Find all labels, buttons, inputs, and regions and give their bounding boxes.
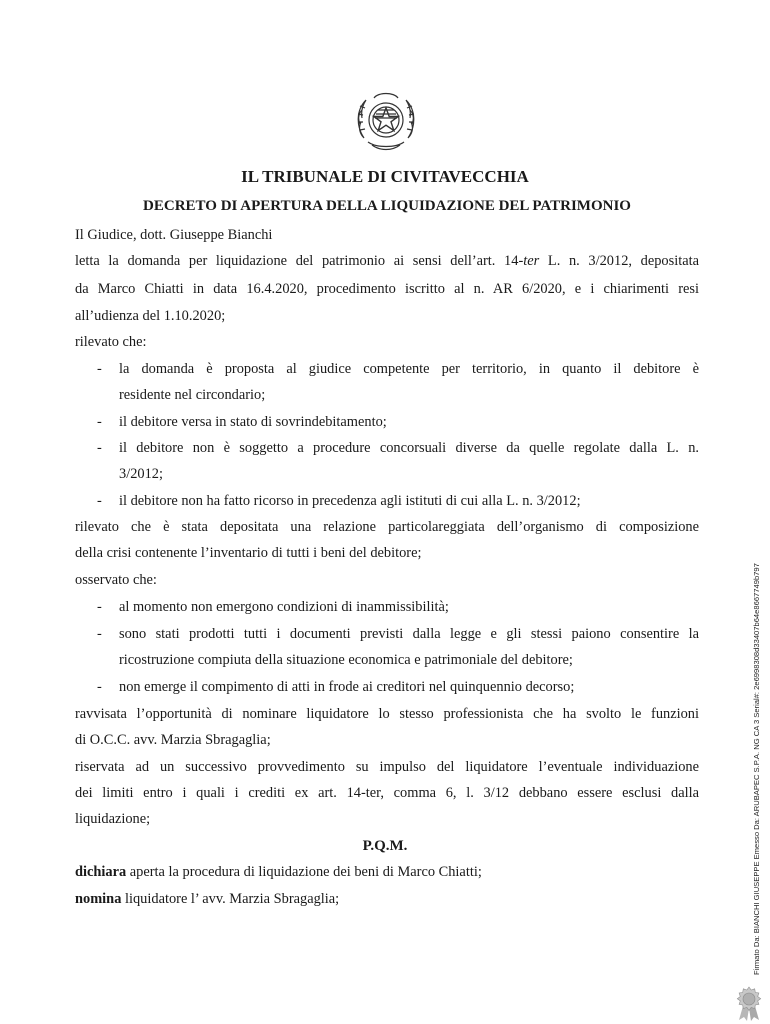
rilevato-item-4: il debitore non ha fatto ricorso in precedenza agli istituti di cui alla L. n. 3/2012; [119, 493, 581, 509]
riservata-line-2: dei limiti entro i quali i crediti ex art. 14-ter, comma 6, l. 3/12 debbano essere esclusi dalla [75, 785, 699, 801]
decree-subtitle: DECRETO DI APERTURA DELLA LIQUIDAZIONE DEL PATRIMONIO [143, 198, 631, 214]
letta-line-2: da Marco Chiatti in data 16.4.2020, procedimento iscritto al n. AR 6/2020, e i chiarimenti resi [75, 281, 699, 297]
letta-line-1: letta la domanda per liquidazione del patrimonio ai sensi dell’art. 14-ter L. n. 3/2012, depositata [75, 253, 699, 269]
riservata-line-3: liquidazione; [75, 811, 151, 827]
osservato-item-2-line-1: sono stati prodotti tutti i documenti previsti dalla legge e gli stessi paiono consentire la [119, 626, 699, 642]
bullet-dash: - [97, 493, 102, 509]
osservato-item-2-line-2: ricostruzione compiuta della situazione economica e patrimoniale del debitore; [119, 652, 573, 668]
relazione-line-1: rilevato che è stata depositata una relazione particolareggiata dell’organismo di composizione [75, 519, 699, 535]
bullet-dash: - [97, 679, 102, 695]
bullet-dash: - [97, 414, 102, 430]
rilevato-item-3-line-1: il debitore non è soggetto a procedure concorsuali diverse da quelle regolate dalla L. n. [119, 440, 699, 456]
judge-line: Il Giudice, dott. Giuseppe Bianchi [75, 227, 273, 243]
relazione-line-2: della crisi contenente l’inventario di tutti i beni del debitore; [75, 545, 422, 561]
riservata-line-1: riservata ad un successivo provvedimento su impulso del liquidatore l’eventuale individuazione [75, 759, 699, 775]
letta-line-3: all’udienza del 1.10.2020; [75, 308, 226, 324]
nomina-line: nomina liquidatore l’ avv. Marzia Sbragaglia; [75, 891, 340, 907]
bullet-dash: - [97, 361, 102, 377]
digital-signature-stamp: Firmato Da: BIANCHI GIUSEPPE Emesso Da: ARUBAPEC S.P.A. NG CA 3 Serial#: 2e6998308d33407b64e8667749b797 [752, 563, 761, 975]
court-title: IL TRIBUNALE DI CIVITAVECCHIA [241, 167, 529, 186]
rilevato-item-2: il debitore versa in stato di sovrindebitamento; [119, 414, 387, 430]
italian-republic-emblem-icon [352, 88, 420, 156]
rilevato-che-heading: rilevato che: [75, 334, 147, 350]
osservato-item-3: non emerge il compimento di atti in frode ai creditori nel quinquennio decorso; [119, 679, 575, 695]
bullet-dash: - [97, 440, 102, 456]
rilevato-item-1-line-1: la domanda è proposta al giudice competente per territorio, in quanto il debitore è [119, 361, 699, 377]
osservato-item-1: al momento non emergono condizioni di inammissibilità; [119, 599, 449, 615]
rosette-seal-icon [734, 986, 764, 1022]
bullet-dash: - [97, 626, 102, 642]
osservato-che-heading: osservato che: [75, 572, 157, 588]
rilevato-item-3-line-2: 3/2012; [119, 466, 163, 482]
dichiara-line: dichiara aperta la procedura di liquidazione dei beni di Marco Chiatti; [75, 864, 482, 880]
rilevato-item-1-line-2: residente nel circondario; [119, 387, 266, 403]
bullet-dash: - [97, 599, 102, 615]
pqm-heading: P.Q.M. [362, 838, 408, 854]
ravvisata-line-1: ravvisata l’opportunità di nominare liquidatore lo stesso professionista che ha svolto le funzioni [75, 706, 699, 722]
ravvisata-line-2: di O.C.C. avv. Marzia Sbragaglia; [75, 732, 271, 748]
